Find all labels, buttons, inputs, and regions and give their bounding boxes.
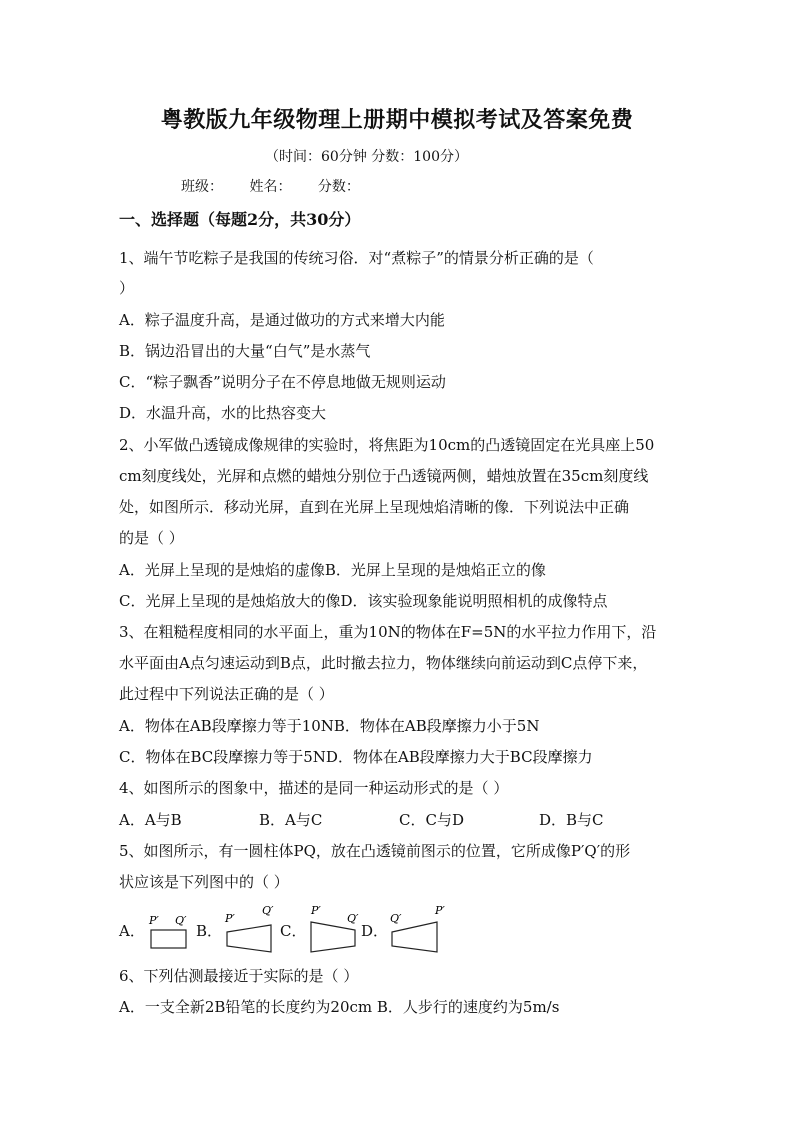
score-label: 分数： (317, 179, 360, 195)
q1-option-a: A．粽子温度升高，是通过做功的方式来增大内能 (119, 311, 445, 329)
q5-b-q-label: Q′ (262, 904, 274, 917)
q5-option-d-label: D． (361, 922, 389, 940)
q5-option-a-label: A． (119, 922, 145, 940)
q3-options-ab: A．物体在AB段摩擦力等于10NB．物体在AB段摩擦力小于5N (119, 717, 540, 735)
q5-d-p-label: P′ (435, 904, 445, 917)
q4-option-d: D．B与C (539, 811, 604, 829)
q4-stem: 4、如图所示的图象中，描述的是同一种运动形式的是（ ） (119, 779, 509, 797)
q4-option-a: A．A与B (119, 811, 182, 829)
q2-options-cd: C．光屏上呈现的是烛焰放大的像D．该实验现象能说明照相机的成像特点 (119, 592, 608, 610)
name-label: 姓名： (249, 179, 292, 195)
q5-option-figures (119, 900, 479, 960)
q2-stem-3: 处，如图所示．移动光屏，直到在光屏上呈现烛焰清晰的像．下列说法中正确 (119, 498, 630, 516)
q2-stem-2: cm刻度线处，光屏和点燃的蜡烛分别位于凸透镜两侧，蜡烛放置在35cm刻度线 (119, 467, 649, 485)
q1-option-c: C．“粽子飘香”说明分子在不停息地做无规则运动 (119, 373, 446, 391)
q5-stem-1: 5、如图所示，有一圆柱体PQ，放在凸透镜前图示的位置，它所成像P′Q′的形 (119, 842, 631, 860)
q5-d-q-label: Q′ (390, 912, 402, 925)
q3-stem-1: 3、在粗糙程度相同的水平面上，重为10N的物体在F=5N的水平拉力作用下，沿 (119, 623, 657, 641)
q1-stem-1: 1、端午节吃粽子是我国的传统习俗．对“煮粽子”的情景分析正确的是（ (119, 249, 594, 267)
q2-stem-4: 的是（ ） (119, 529, 184, 547)
q4-option-b: B．A与C (259, 811, 323, 829)
q4-options (119, 810, 679, 830)
q5-stem-2: 状应该是下列图中的（ ） (119, 873, 289, 891)
page-title: 粤教版九年级物理上册期中模拟考试及答案免费 (160, 107, 634, 133)
q3-stem-2: 水平面由A点匀速运动到B点，此时撤去拉力，物体继续向前运动到C点停下来， (119, 654, 648, 672)
q5-a-q-label: Q′ (175, 914, 187, 927)
q1-option-b: B．锅边沿冒出的大量“白气”是水蒸气 (119, 342, 371, 360)
q4-option-c: C．C与D (399, 811, 464, 829)
q5-b-p-label: P′ (225, 912, 235, 925)
student-info (181, 176, 382, 196)
q5-shapes-drawing (119, 900, 459, 960)
q2-options-ab: A．光屏上呈现的是烛焰的虚像B．光屏上呈现的是烛焰正立的像 (119, 561, 546, 579)
q1-option-d: D．水温升高，水的比热容变大 (119, 404, 327, 422)
exam-time-score: （时间：60分钟 分数：100分） (265, 149, 468, 165)
q2-stem-1: 2、小军做凸透镜成像规律的实验时，将焦距为10cm的凸透镜固定在光具座上50 (119, 436, 655, 454)
q3-stem-3: 此过程中下列说法正确的是（ ） (119, 685, 334, 703)
class-label: 班级： (181, 179, 223, 195)
q5-shape-d (392, 922, 437, 952)
q5-shape-c (311, 922, 355, 952)
q5-option-c-label: C． (280, 922, 307, 940)
q6-options-ab: A．一支全新2B铅笔的长度约为20cm B．人步行的速度约为5m/s (119, 998, 560, 1016)
q5-a-p-label: P′ (149, 914, 159, 927)
q5-shape-a (151, 930, 186, 948)
q3-options-cd: C．物体在BC段摩擦力等于5ND．物体在AB段摩擦力大于BC段摩擦力 (119, 748, 593, 766)
q5-c-p-label: P′ (311, 904, 321, 917)
section-heading: 一、选择题（每题2分，共30分） (119, 210, 361, 229)
q5-option-b-label: B． (196, 922, 223, 940)
q5-shape-b (227, 925, 271, 952)
q6-stem: 6、下列估测最接近于实际的是（ ） (119, 967, 359, 985)
q5-c-q-label: Q′ (347, 912, 359, 925)
q1-stem-2: ） (119, 279, 135, 297)
